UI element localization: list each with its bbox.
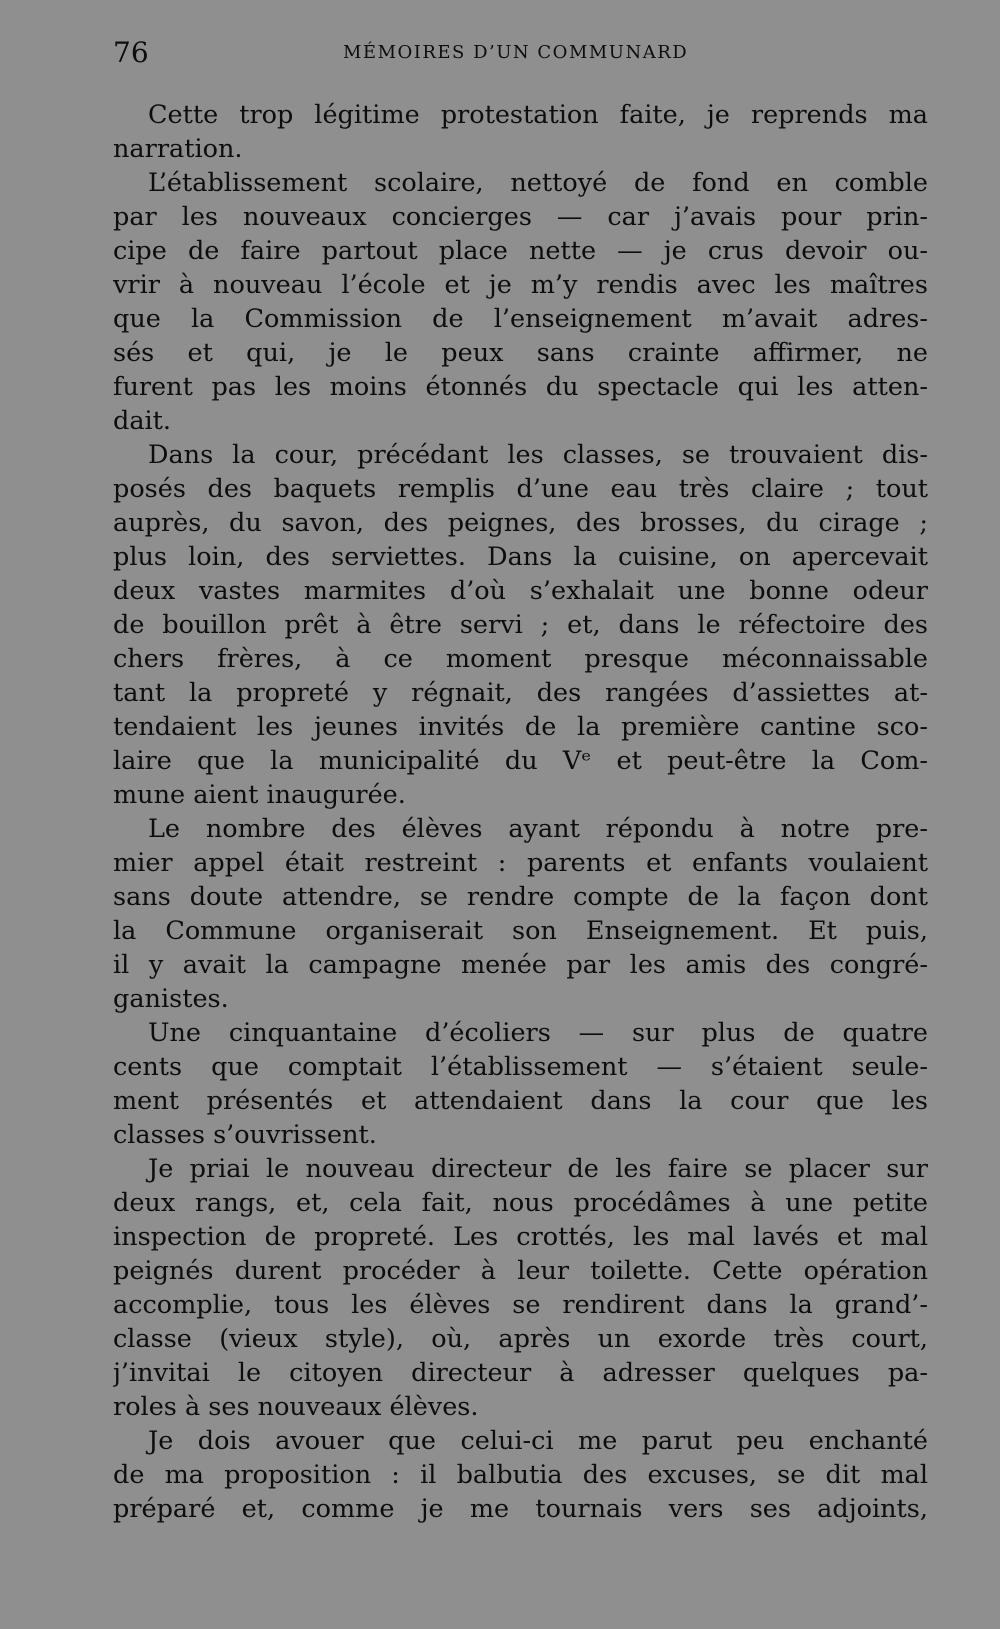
body-text (113, 98, 928, 1526)
text-line: Je priai le nouveau directeur de les faire se placer sur (148, 1154, 928, 1184)
text-line: sés et qui, je le peux sans crainte affirmer, ne (113, 338, 928, 368)
text-line: Cette trop légitime protestation faite, je reprends ma (148, 100, 928, 130)
text-line: la Commune organiserait son Enseignement. Et puis, (113, 916, 928, 946)
text-line: dait. (113, 406, 172, 436)
text-line: sans doute attendre, se rendre compte de la façon dont (113, 882, 928, 912)
text-line: Le nombre des élèves ayant répondu à notre pre- (148, 814, 928, 844)
text-line: cents que comptait l’établissement — s’étaient seule- (113, 1052, 928, 1082)
text-line: ment présentés et attendaient dans la cour que les (113, 1086, 928, 1116)
text-line: inspection de propreté. Les crottés, les mal lavés et mal (113, 1222, 928, 1252)
text-line: cipe de faire partout place nette — je crus devoir ou- (113, 236, 928, 266)
text-line: chers frères, à ce moment presque méconnaissable (113, 644, 928, 674)
text-line: furent pas les moins étonnés du spectacle qui les atten- (113, 372, 928, 402)
running-title: MÉMOIRES D’UN COMMUNARD (343, 42, 689, 63)
text-line: de bouillon prêt à être servi ; et, dans le réfectoire des (113, 610, 928, 640)
page-number: 76 (113, 36, 149, 69)
text-line: deux vastes marmites d’où s’exhalait une bonne odeur (113, 576, 928, 606)
text-line: laire que la municipalité du Vᵉ et peut-être la Com- (113, 746, 928, 776)
text-line: posés des baquets remplis d’une eau très claire ; tout (113, 474, 928, 504)
text-line: accomplie, tous les élèves se rendirent dans la grand’- (113, 1290, 928, 1320)
text-line: plus loin, des serviettes. Dans la cuisine, on apercevait (113, 542, 928, 572)
text-line: j’invitai le citoyen directeur à adresser quelques pa- (113, 1358, 928, 1388)
text-line: par les nouveaux concierges — car j’avais pour prin- (113, 202, 928, 232)
text-line: classes s’ouvrissent. (113, 1120, 377, 1150)
text-line: Une cinquantaine d’écoliers — sur plus de quatre (148, 1018, 928, 1048)
text-line: il y avait la campagne menée par les amis des congré- (113, 950, 928, 980)
text-line: roles à ses nouveaux élèves. (113, 1392, 479, 1422)
text-line: tendaient les jeunes invités de la première cantine sco- (113, 712, 928, 742)
text-line: tant la propreté y régnait, des rangées d’assiettes at- (113, 678, 928, 708)
text-line: peignés durent procéder à leur toilette. Cette opération (113, 1256, 928, 1286)
text-line: Je dois avouer que celui-ci me parut peu enchanté (148, 1426, 928, 1456)
text-line: de ma proposition : il balbutia des excuses, se dit mal (113, 1460, 928, 1490)
text-line: L’établissement scolaire, nettoyé de fond en comble (148, 168, 928, 198)
text-line: deux rangs, et, cela fait, nous procédâmes à une petite (113, 1188, 928, 1218)
text-line: mune aient inaugurée. (113, 780, 406, 810)
text-line: Dans la cour, précédant les classes, se trouvaient dis- (148, 440, 928, 470)
running-head (113, 33, 928, 73)
text-line: classe (vieux style), où, après un exorde très court, (113, 1324, 928, 1354)
text-line: vrir à nouveau l’école et je m’y rendis avec les maîtres (113, 270, 928, 300)
text-line: auprès, du savon, des peignes, des brosses, du cirage ; (113, 508, 928, 538)
text-line: ganistes. (113, 984, 229, 1014)
text-line: préparé et, comme je me tournais vers ses adjoints, (113, 1494, 928, 1524)
text-line: mier appel était restreint : parents et enfants voulaient (113, 848, 928, 878)
text-line: que la Commission de l’enseignement m’avait adres- (113, 304, 928, 334)
text-line: narration. (113, 134, 243, 164)
